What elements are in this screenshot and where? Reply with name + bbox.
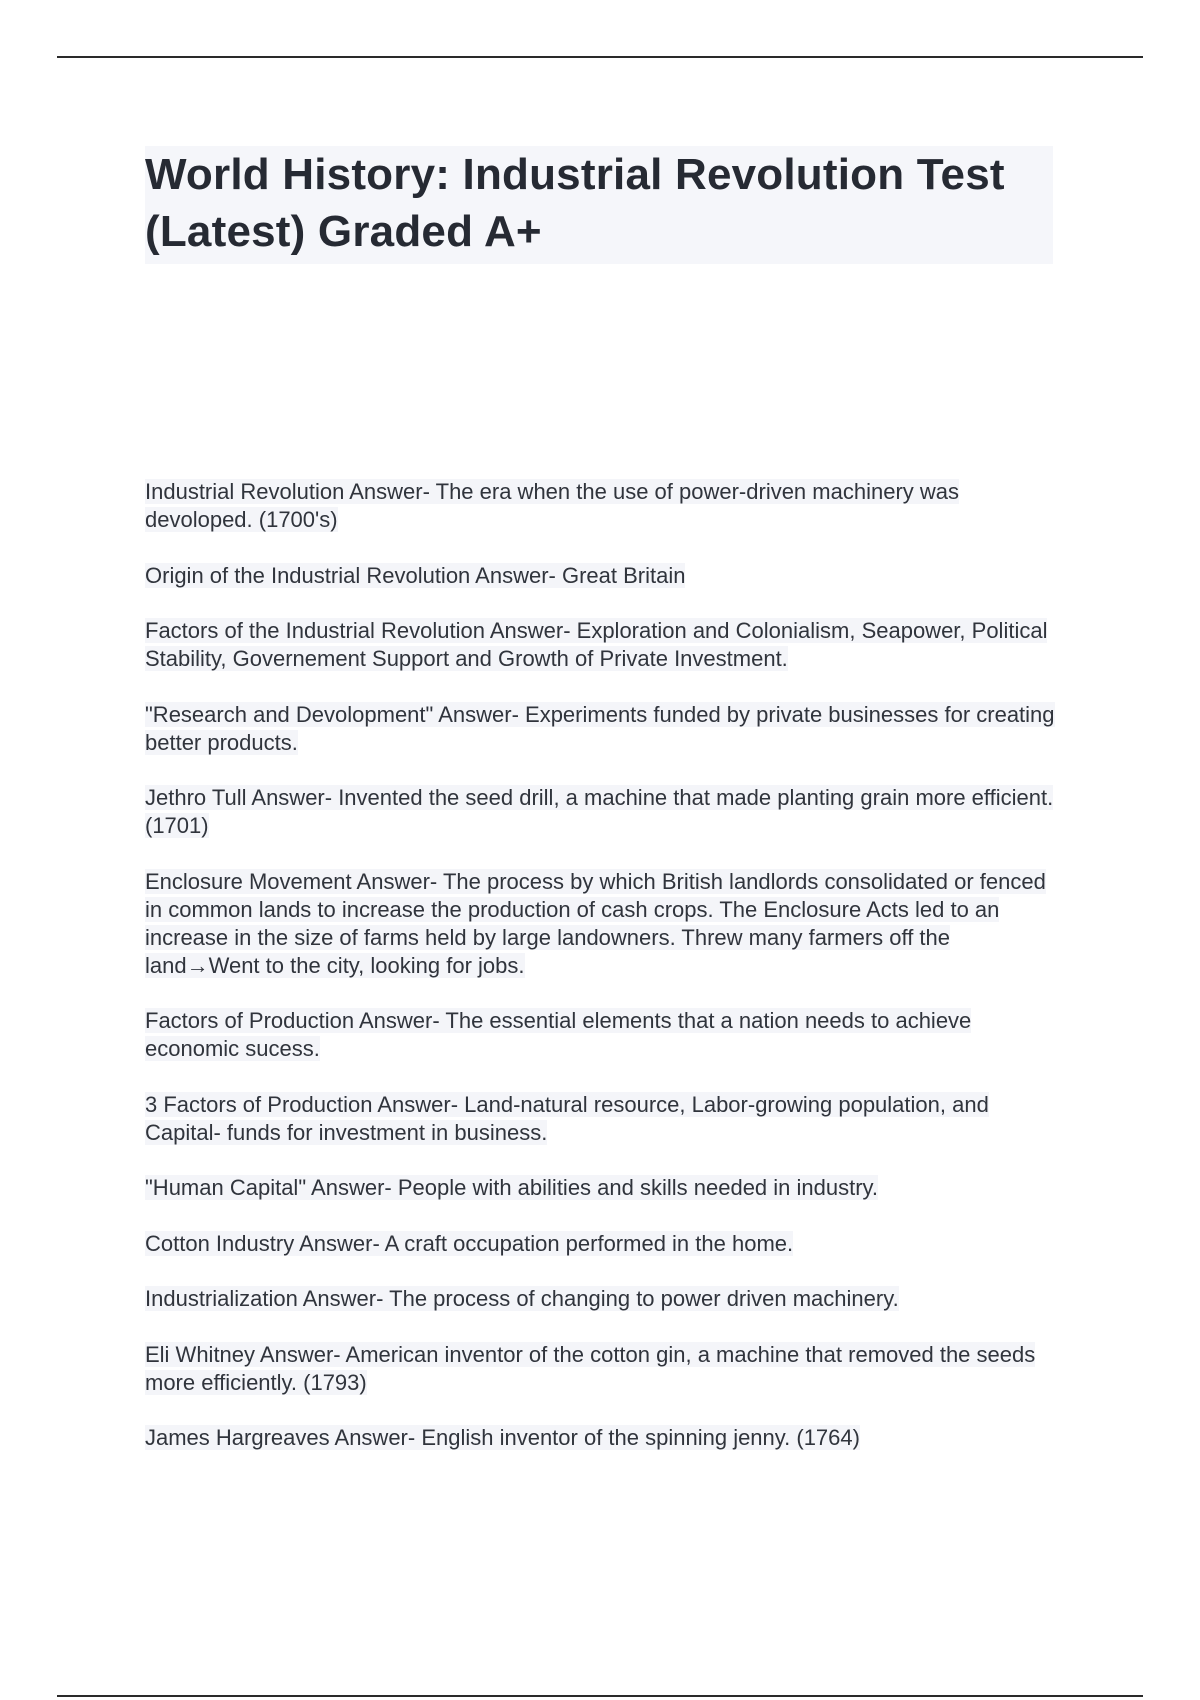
qa-text: Origin of the Industrial Revolution Answer- Great Britain — [145, 562, 686, 588]
qa-text: "Human Capital" Answer- People with abilities and skills needed in industry. — [145, 1175, 879, 1200]
qa-text: Factors of the Industrial Revolution Answer- Exploration and Colonialism, Seapower, Political Stability, Governement Support and Growth of Private Investment. — [145, 618, 1048, 671]
qa-text: Jethro Tull Answer- Invented the seed drill, a machine that made planting grain more efficient. (1701) — [145, 785, 1054, 838]
title-block — [145, 146, 1053, 264]
qa-item — [145, 1091, 1055, 1147]
qa-text: Industrial Revolution Answer- The era when the use of power-driven machinery was devoloped. (1700's) — [145, 479, 959, 532]
qa-item — [145, 784, 1055, 840]
qa-text: "Research and Devolopment" Answer- Experiments funded by private businesses for creating better products. — [145, 701, 1055, 755]
page-title: World History: Industrial Revolution Test (Latest) Graded A+ — [145, 150, 1005, 256]
qa-text: Cotton Industry Answer- A craft occupation performed in the home. — [145, 1230, 794, 1256]
qa-item — [145, 701, 1055, 757]
qa-text: 3 Factors of Production Answer- Land-natural resource, Labor-growing population, and Capital- funds for investment in business. — [145, 1091, 989, 1145]
qa-item — [145, 868, 1055, 980]
qa-text: James Hargreaves Answer- English inventor of the spinning jenny. (1764) — [145, 1425, 860, 1450]
qa-item — [145, 1424, 1055, 1452]
qa-text: Industrialization Answer- The process of changing to power driven machinery. — [145, 1286, 899, 1311]
qa-item — [145, 1341, 1055, 1397]
qa-item — [145, 1174, 1055, 1202]
top-divider — [57, 56, 1143, 58]
qa-text: Enclosure Movement Answer- The process by which British landlords consolidated or fenced in common lands to increase the production of cash crops. The Enclosure Acts led to an increase in the size of farms held by large landowners. Threw many farmers off the land→Went to the city, looking for jobs. — [145, 868, 1046, 978]
qa-item — [145, 1285, 1055, 1313]
bottom-divider — [57, 1695, 1143, 1697]
qa-item — [145, 478, 1055, 534]
qa-item — [145, 1230, 1055, 1258]
qa-item — [145, 617, 1055, 673]
qa-item — [145, 562, 1055, 590]
qa-item — [145, 1007, 1055, 1063]
qa-list — [145, 478, 1055, 1480]
qa-text: Eli Whitney Answer- American inventor of the cotton gin, a machine that removed the seeds more efficiently. (1793) — [145, 1341, 1036, 1395]
qa-text: Factors of Production Answer- The essential elements that a nation needs to achieve economic sucess. — [145, 1008, 972, 1061]
